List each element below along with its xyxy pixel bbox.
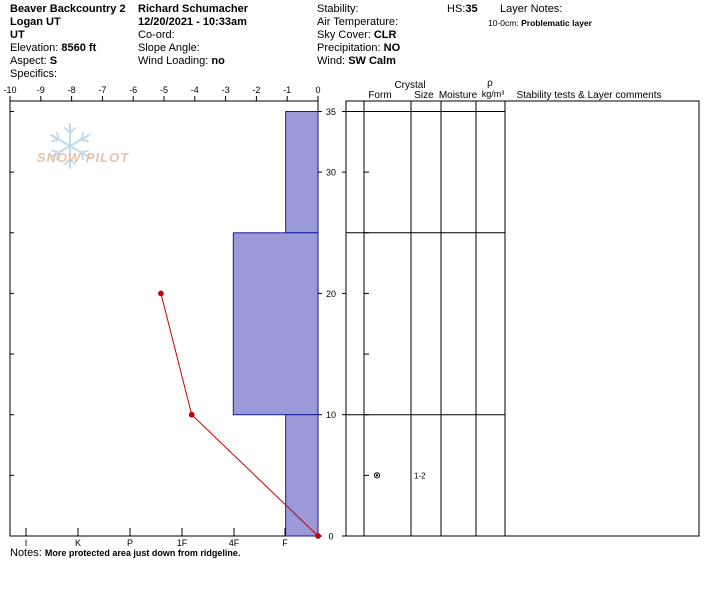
temp-tick-label: -9 bbox=[36, 85, 45, 95]
notes-label: Notes: bbox=[10, 547, 42, 559]
temperature-point bbox=[316, 534, 321, 539]
state-name: UT bbox=[10, 29, 25, 41]
temp-tick-label: -6 bbox=[129, 85, 138, 95]
hs-label: HS: bbox=[447, 3, 466, 15]
notes bbox=[10, 547, 240, 560]
hardness-bar bbox=[233, 233, 318, 415]
grain-core bbox=[376, 474, 378, 476]
precipitation-value: NO bbox=[383, 42, 401, 54]
notes-text: More protected area just down from ridgeline. bbox=[44, 548, 241, 558]
temp-tick-label: -4 bbox=[190, 85, 199, 95]
height-tick-label: 0 bbox=[328, 531, 334, 542]
temp-tick-label: -2 bbox=[252, 85, 261, 95]
aspect-value: S bbox=[49, 55, 58, 67]
height-tick-label: 30 bbox=[325, 167, 337, 178]
logo-text: SNOW PILOT bbox=[36, 150, 130, 165]
elevation-value: 8560 ft bbox=[61, 42, 97, 54]
temp-tick-label: 0 bbox=[315, 85, 321, 95]
sky-cover-value: CLR bbox=[373, 29, 397, 41]
height-tick-label: 10 bbox=[325, 410, 337, 421]
wind-loading-value: no bbox=[211, 55, 225, 67]
temp-tick-label: -1 bbox=[283, 85, 292, 95]
observation-datetime: 12/20/2021 - 10:33am bbox=[138, 16, 247, 28]
hardness-tick-label: F bbox=[282, 538, 288, 548]
layer-notes-label: Layer Notes: bbox=[500, 3, 563, 15]
hs-value: 35 bbox=[465, 3, 478, 15]
table-frame bbox=[346, 101, 699, 536]
coord-label: Co-ord: bbox=[138, 29, 175, 41]
temp-tick-label: -3 bbox=[221, 85, 230, 95]
specifics-label: Specifics: bbox=[10, 68, 58, 80]
hardness-tick-label: P bbox=[126, 538, 134, 548]
height-tick-label: 20 bbox=[325, 288, 337, 299]
observer-name: Richard Schumacher bbox=[138, 3, 249, 15]
size-header: Size bbox=[414, 90, 434, 101]
rounded-grain-icon bbox=[374, 473, 379, 478]
hardness-bar bbox=[286, 415, 318, 536]
hardness-tick-label: K bbox=[74, 538, 82, 548]
temperature-point bbox=[189, 412, 194, 417]
hardness-tick-label: I bbox=[24, 538, 28, 548]
sky-cover-label: Sky Cover: bbox=[317, 29, 371, 41]
hardness-bar bbox=[286, 112, 318, 233]
temp-tick-label: -5 bbox=[159, 85, 169, 95]
elevation-label: Elevation: bbox=[10, 42, 59, 54]
hardness-tick-label: 1F bbox=[176, 538, 188, 548]
form-header: Form bbox=[368, 90, 392, 101]
air-temperature-label: Air Temperature: bbox=[317, 16, 399, 28]
snowpilot-logo bbox=[37, 124, 129, 168]
wind-value: SW Calm bbox=[348, 55, 396, 67]
temp-tick-label: -7 bbox=[98, 85, 107, 95]
stability-comments-header: Stability tests & Layer comments bbox=[516, 90, 662, 101]
wind-loading-label: Wind Loading: bbox=[138, 55, 209, 67]
density-symbol: ρ bbox=[487, 78, 493, 89]
hardness-tick-label: 4F bbox=[228, 538, 240, 548]
height-tick-label: 35 bbox=[325, 107, 337, 117]
snowflake-branch bbox=[52, 140, 59, 142]
aspect-label: Aspect: bbox=[10, 55, 47, 67]
density-unit: kg/m³ bbox=[481, 89, 505, 99]
crystal-header: Crystal bbox=[394, 80, 426, 91]
crystal-size: 1-2 bbox=[414, 471, 426, 481]
precipitation-label: Precipitation: bbox=[317, 42, 381, 54]
location-name: Beaver Backcountry 2 bbox=[10, 3, 126, 15]
layer-note-range: 10-0cm: bbox=[488, 18, 519, 28]
region-name: Logan UT bbox=[10, 16, 61, 28]
stability-label: Stability: bbox=[317, 3, 359, 15]
moisture-header: Moisture bbox=[438, 90, 478, 101]
temp-tick-label: -8 bbox=[67, 85, 76, 95]
layer-note-text: Problematic layer bbox=[521, 18, 592, 28]
wind-label: Wind: bbox=[317, 55, 346, 67]
temp-tick-label: -10 bbox=[3, 85, 17, 95]
slope-angle-label: Slope Angle: bbox=[138, 42, 200, 54]
temperature-point bbox=[158, 291, 163, 296]
snowflake-branch bbox=[81, 140, 88, 142]
table-columns bbox=[364, 101, 505, 536]
